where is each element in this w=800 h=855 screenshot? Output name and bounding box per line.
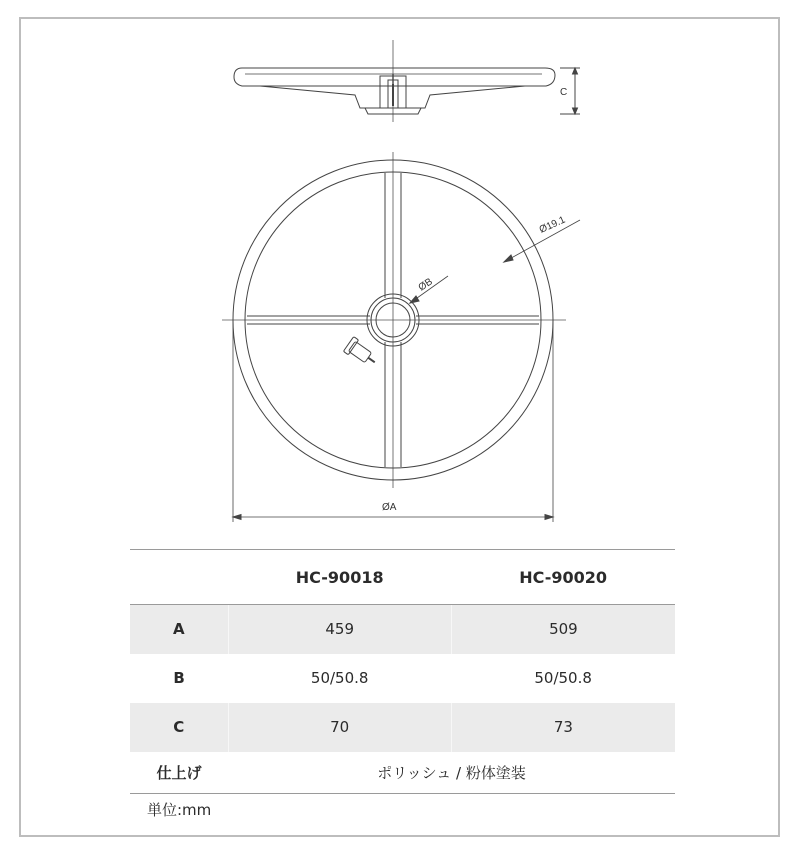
table-row xyxy=(130,703,675,752)
row-label-b: B xyxy=(173,669,185,687)
dimension-label-hole: Ø19.1 xyxy=(537,214,568,236)
dimension-label-a: ØA xyxy=(382,502,397,513)
row-label-c: C xyxy=(173,718,185,736)
cell-a-model-2: 509 xyxy=(549,620,578,639)
table-row xyxy=(130,654,675,703)
dimension-label-c: C xyxy=(560,87,568,98)
table-row-finish xyxy=(130,752,675,794)
finish-label: 仕上げ xyxy=(130,752,228,794)
spec-table xyxy=(130,549,675,794)
cell-a-model-1: 459 xyxy=(228,605,451,654)
cell-c-model-2: 73 xyxy=(553,718,573,736)
top-view xyxy=(222,152,580,522)
cell-b-model-2: 50/50.8 xyxy=(534,669,592,687)
dimension-label-b: ØB xyxy=(416,276,435,294)
unit-note: 単位:mm xyxy=(147,801,212,819)
table-row xyxy=(130,605,675,654)
header-model-1: HC-90018 xyxy=(228,550,451,605)
row-label-a: A xyxy=(172,620,185,639)
side-view xyxy=(234,40,580,122)
table-header-row xyxy=(130,550,675,605)
finish-value: ポリッシュ / 粉体塗装 xyxy=(228,752,675,794)
header-model-2: HC-90020 xyxy=(451,550,675,605)
header-blank xyxy=(130,550,228,605)
cell-c-model-1: 70 xyxy=(228,703,451,752)
cell-b-model-1: 50/50.8 xyxy=(310,669,369,687)
